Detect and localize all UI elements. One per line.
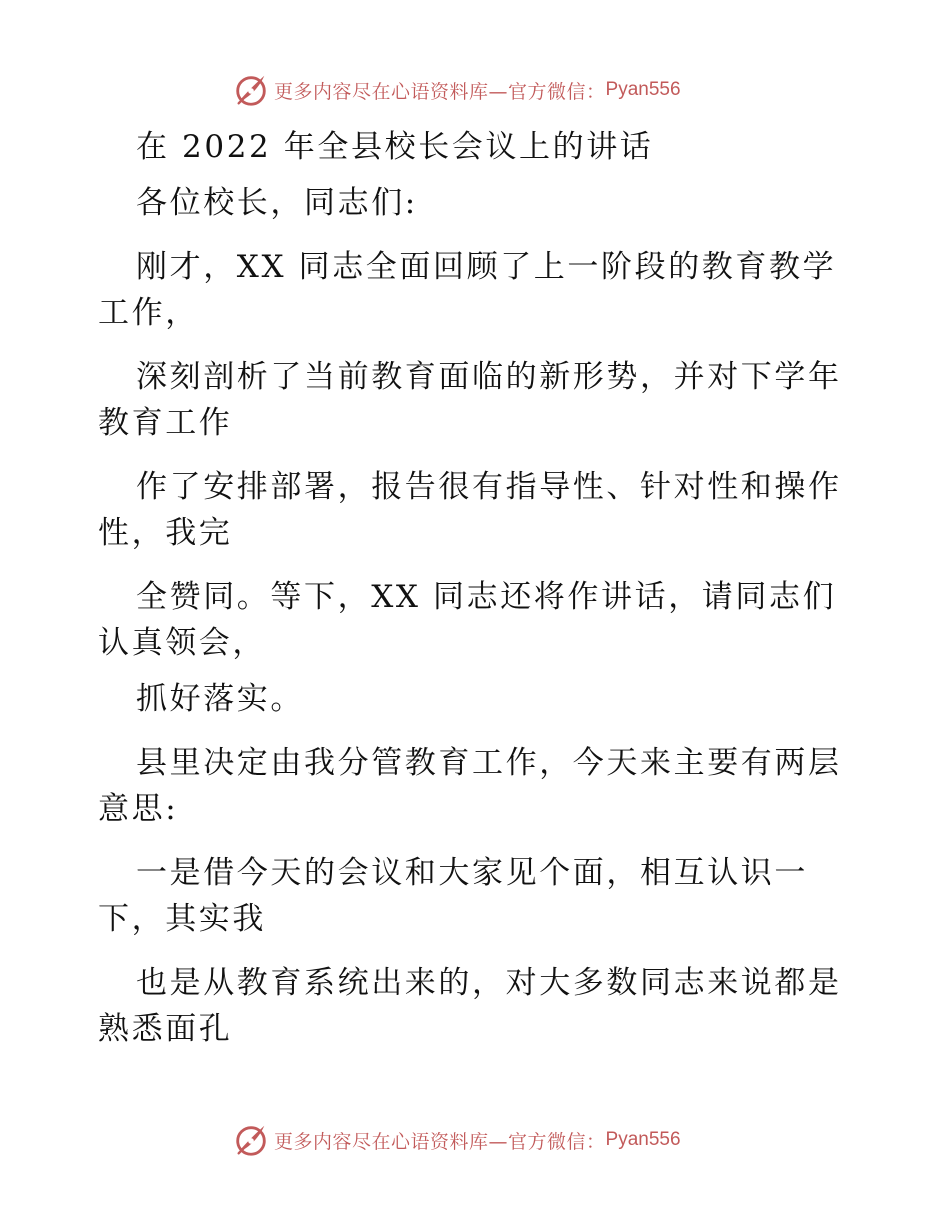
- paragraph-line: 作了安排部署，报告很有指导性、针对性和操作: [136, 469, 842, 505]
- header-banner-text: 更多内容尽在心语资料库—官方微信：: [274, 80, 606, 103]
- paragraph-line: 全赞同。等下，XX 同志还将作讲话，请同志们: [136, 579, 837, 615]
- paragraph-line: 也是从教育系统出来的，对大多数同志来说都是: [136, 965, 842, 1001]
- paragraph-line: 各位校长，同志们:: [136, 185, 418, 221]
- document-title: 在 2022 年全县校长会议上的讲话: [136, 129, 654, 165]
- paragraph-line: 抓好落实。: [136, 681, 304, 717]
- paragraph-line: 工作，: [98, 295, 199, 331]
- footer-banner: [232, 1120, 681, 1160]
- quill-logo-icon: [232, 1121, 270, 1159]
- paragraph-line: 县里决定由我分管教育工作，今天来主要有两层: [136, 745, 842, 781]
- quill-logo-icon: [232, 71, 270, 109]
- header-banner: [232, 70, 681, 110]
- document-body: [98, 124, 858, 1052]
- paragraph-line: 深刻剖析了当前教育面临的新形势，并对下学年: [136, 359, 842, 395]
- header-banner-wechat-id: Pyan556: [605, 79, 681, 100]
- paragraph-line: 熟悉面孔: [98, 1011, 233, 1047]
- paragraph-line: 教育工作: [98, 405, 233, 441]
- footer-banner-text: 更多内容尽在心语资料库—官方微信：: [274, 1130, 606, 1153]
- paragraph-line: 一是借今天的会议和大家见个面，相互认识一: [136, 855, 808, 891]
- paragraph-line: 刚才，XX 同志全面回顾了上一阶段的教育教学: [136, 249, 837, 285]
- paragraph-line: 下，其实我: [98, 901, 266, 937]
- footer-banner-wechat-id: Pyan556: [605, 1129, 681, 1150]
- paragraph-line: 意思:: [98, 791, 179, 827]
- paragraph-line: 性，我完: [98, 515, 233, 551]
- paragraph-line: 认真领会，: [98, 625, 266, 661]
